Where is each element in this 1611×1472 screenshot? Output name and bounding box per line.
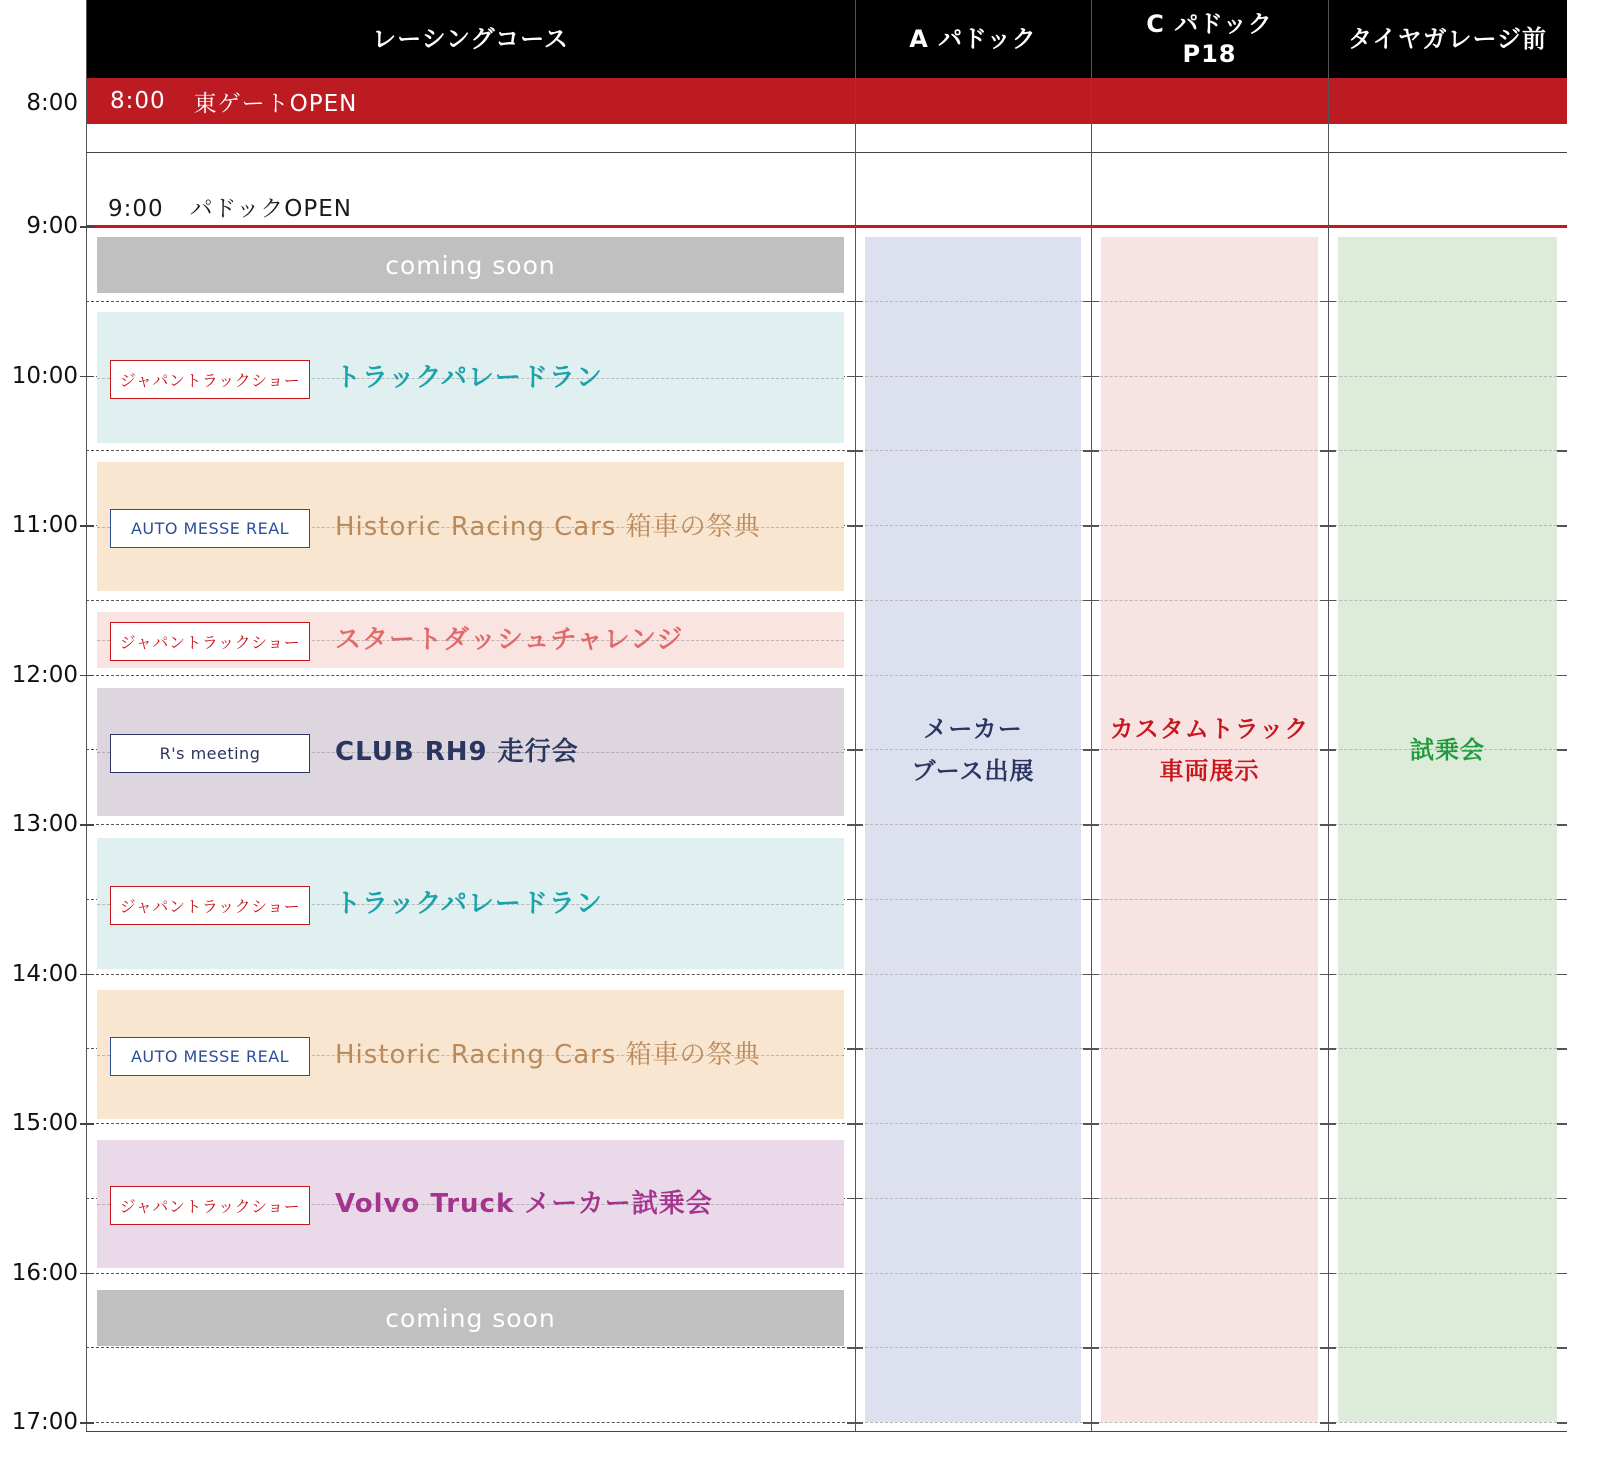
grid-tick [847,749,863,751]
grid-tick [1320,749,1336,751]
grid-tick [1083,525,1099,527]
grid-tick [1557,1048,1567,1050]
grid-tick [1320,1048,1336,1050]
grid-tick [1557,899,1567,901]
paddock-open-notice [108,190,352,223]
grid-tick [847,675,863,677]
time-label: 9:00 [26,213,78,239]
time-label: 13:00 [11,811,78,837]
grid-line-light [855,1347,1567,1348]
time-label: 11:00 [11,512,78,538]
banner-text: 東ゲートOPEN [193,90,358,117]
time-label: 10:00 [11,362,78,389]
grid-tick [1557,749,1567,751]
column-divider [86,0,87,1432]
time-label: 12:00 [11,661,78,688]
grid-tick [1083,1198,1099,1200]
grid-tick [847,974,863,976]
grid-line [86,301,855,302]
grid-tick [1083,899,1099,901]
banner-time: 8:00 [110,88,166,114]
grid-tick [1320,824,1336,826]
grid-tick [847,1048,863,1050]
grid-tick [1557,974,1567,976]
grid-tick [1557,675,1567,677]
grid-line-light [855,1123,1567,1124]
column-divider [1328,0,1329,1432]
time-tick [80,824,94,826]
coming-soon-block [97,1290,844,1346]
grid-tick [847,1198,863,1200]
grid-tick [1083,974,1099,976]
organizer-badge: R's meeting [110,734,310,773]
grid-tick [1083,1123,1099,1125]
grid-tick [1083,600,1099,602]
grid-line-light [855,824,1567,825]
venue-band [865,237,1081,1422]
column-header: A パドック [855,0,1091,78]
grid-tick [1557,1347,1567,1349]
venue-band-label: 試乗会 [1410,735,1485,764]
grid-tick [1320,1422,1336,1424]
grid-line-light [855,1048,1567,1049]
time-label: 16:00 [11,1259,78,1286]
column-header: タイヤガレージ前 [1328,0,1567,78]
grid-line-light [855,1198,1567,1199]
grid-line [86,1422,855,1423]
grid-tick [1083,1347,1099,1349]
time-tick [80,675,94,677]
grid-tick [1320,1273,1336,1275]
grid-tick [1557,824,1567,826]
grid-line-light [855,376,1567,377]
time-label: 8:00 [26,90,78,116]
grid-tick [1320,1347,1336,1349]
grid-tick [1320,376,1336,378]
grid-tick [1083,1048,1099,1050]
grid-tick [1557,1123,1567,1125]
nine-oclock-line [86,225,1567,228]
grid-line [86,600,855,601]
grid-tick [1083,824,1099,826]
gate-open-banner [86,78,1567,124]
event-title: Historic Racing Cars 箱車の祭典 [335,1039,761,1070]
grid-tick [1083,450,1099,452]
organizer-badge: ジャパントラックショー [110,622,310,661]
organizer-badge: ジャパントラックショー [110,886,310,925]
grid-line [86,1273,855,1274]
grid-tick [847,899,863,901]
time-label: 17:00 [11,1409,78,1435]
grid-line-light [855,1273,1567,1274]
grid-tick [847,1123,863,1125]
event-title: トラックパレードラン [335,362,603,393]
grid-line [86,974,855,975]
grid-tick [847,824,863,826]
grid-tick [1320,675,1336,677]
grid-tick [1320,600,1336,602]
grid-tick [1557,1422,1567,1424]
time-tick [80,525,94,527]
time-tick [80,974,94,976]
grid-tick [1083,301,1099,303]
grid-line-light [855,899,1567,900]
grid-tick [1557,376,1567,378]
column-divider [1091,0,1092,1432]
grid-tick [847,1347,863,1349]
grid-line-light [855,974,1567,975]
event-block [97,312,844,443]
organizer-badge: ジャパントラックショー [110,360,310,399]
time-label: 15:00 [11,1110,78,1136]
coming-soon-label: coming soon [385,1303,556,1333]
grid-tick [847,301,863,303]
grid-line-light [855,675,1567,676]
event-title: Historic Racing Cars 箱車の祭典 [335,511,761,542]
time-tick [80,376,94,378]
event-title: トラックパレードラン [335,888,603,919]
bottom-border [86,1431,1567,1432]
organizer-badge: AUTO MESSE REAL [110,1037,310,1076]
grid-line [86,1347,855,1348]
grid-tick [1557,450,1567,452]
grid-tick [1083,1273,1099,1275]
grid-tick [1320,974,1336,976]
grid-tick [847,1273,863,1275]
grid-tick [1320,1123,1336,1125]
venue-band [1338,237,1557,1422]
grid-tick [1320,899,1336,901]
grid-line-light [855,525,1567,526]
notice-text: パドックOPEN [189,196,352,222]
event-title: スタートダッシュチャレンジ [335,625,684,655]
grid-tick [1320,450,1336,452]
grid-line-light [855,450,1567,451]
grid-line [86,1123,855,1124]
event-block [97,990,844,1119]
coming-soon-block [97,237,844,293]
grid-line-light [855,1422,1567,1423]
event-block [97,612,844,668]
grid-tick [1083,675,1099,677]
time-tick [80,1422,94,1424]
grid-tick [1557,1198,1567,1200]
grid-tick [1320,525,1336,527]
notice-time: 9:00 [108,196,164,222]
grid-line [86,450,855,451]
column-header: C パドック P18 [1091,0,1328,78]
event-block [97,688,844,816]
column-header: レーシングコース [86,0,855,78]
grid-line [86,675,855,676]
grid-tick [1083,376,1099,378]
grid-tick [847,376,863,378]
grid-tick [847,525,863,527]
grid-tick [847,450,863,452]
grid-tick [847,600,863,602]
grid-tick [1083,749,1099,751]
event-block [97,838,844,969]
row-divider [86,152,1567,153]
grid-tick [1557,600,1567,602]
grid-tick [847,1422,863,1424]
time-tick [80,1123,94,1125]
coming-soon-label: coming soon [385,250,556,280]
grid-tick [1557,525,1567,527]
grid-tick [1320,301,1336,303]
grid-tick [1320,1198,1336,1200]
grid-tick [1557,1273,1567,1275]
venue-band [1101,237,1318,1422]
grid-line-light [855,600,1567,601]
grid-line [86,824,855,825]
organizer-badge: AUTO MESSE REAL [110,509,310,548]
event-block [97,1140,844,1268]
grid-line-light [855,749,1567,750]
event-title: Volvo Truck メーカー試乗会 [335,1189,713,1219]
column-divider [855,0,856,1432]
event-title: CLUB RH9 走行会 [335,737,579,767]
grid-tick [1083,1422,1099,1424]
venue-band-label: カスタムトラック 車両展示 [1109,714,1310,785]
organizer-badge: ジャパントラックショー [110,1186,310,1225]
time-tick [80,226,94,228]
time-tick [80,1273,94,1275]
event-block [97,462,844,591]
grid-line-light [855,301,1567,302]
grid-tick [1557,301,1567,303]
time-label: 14:00 [11,960,78,987]
venue-band-label: メーカー ブース出展 [911,714,1035,785]
